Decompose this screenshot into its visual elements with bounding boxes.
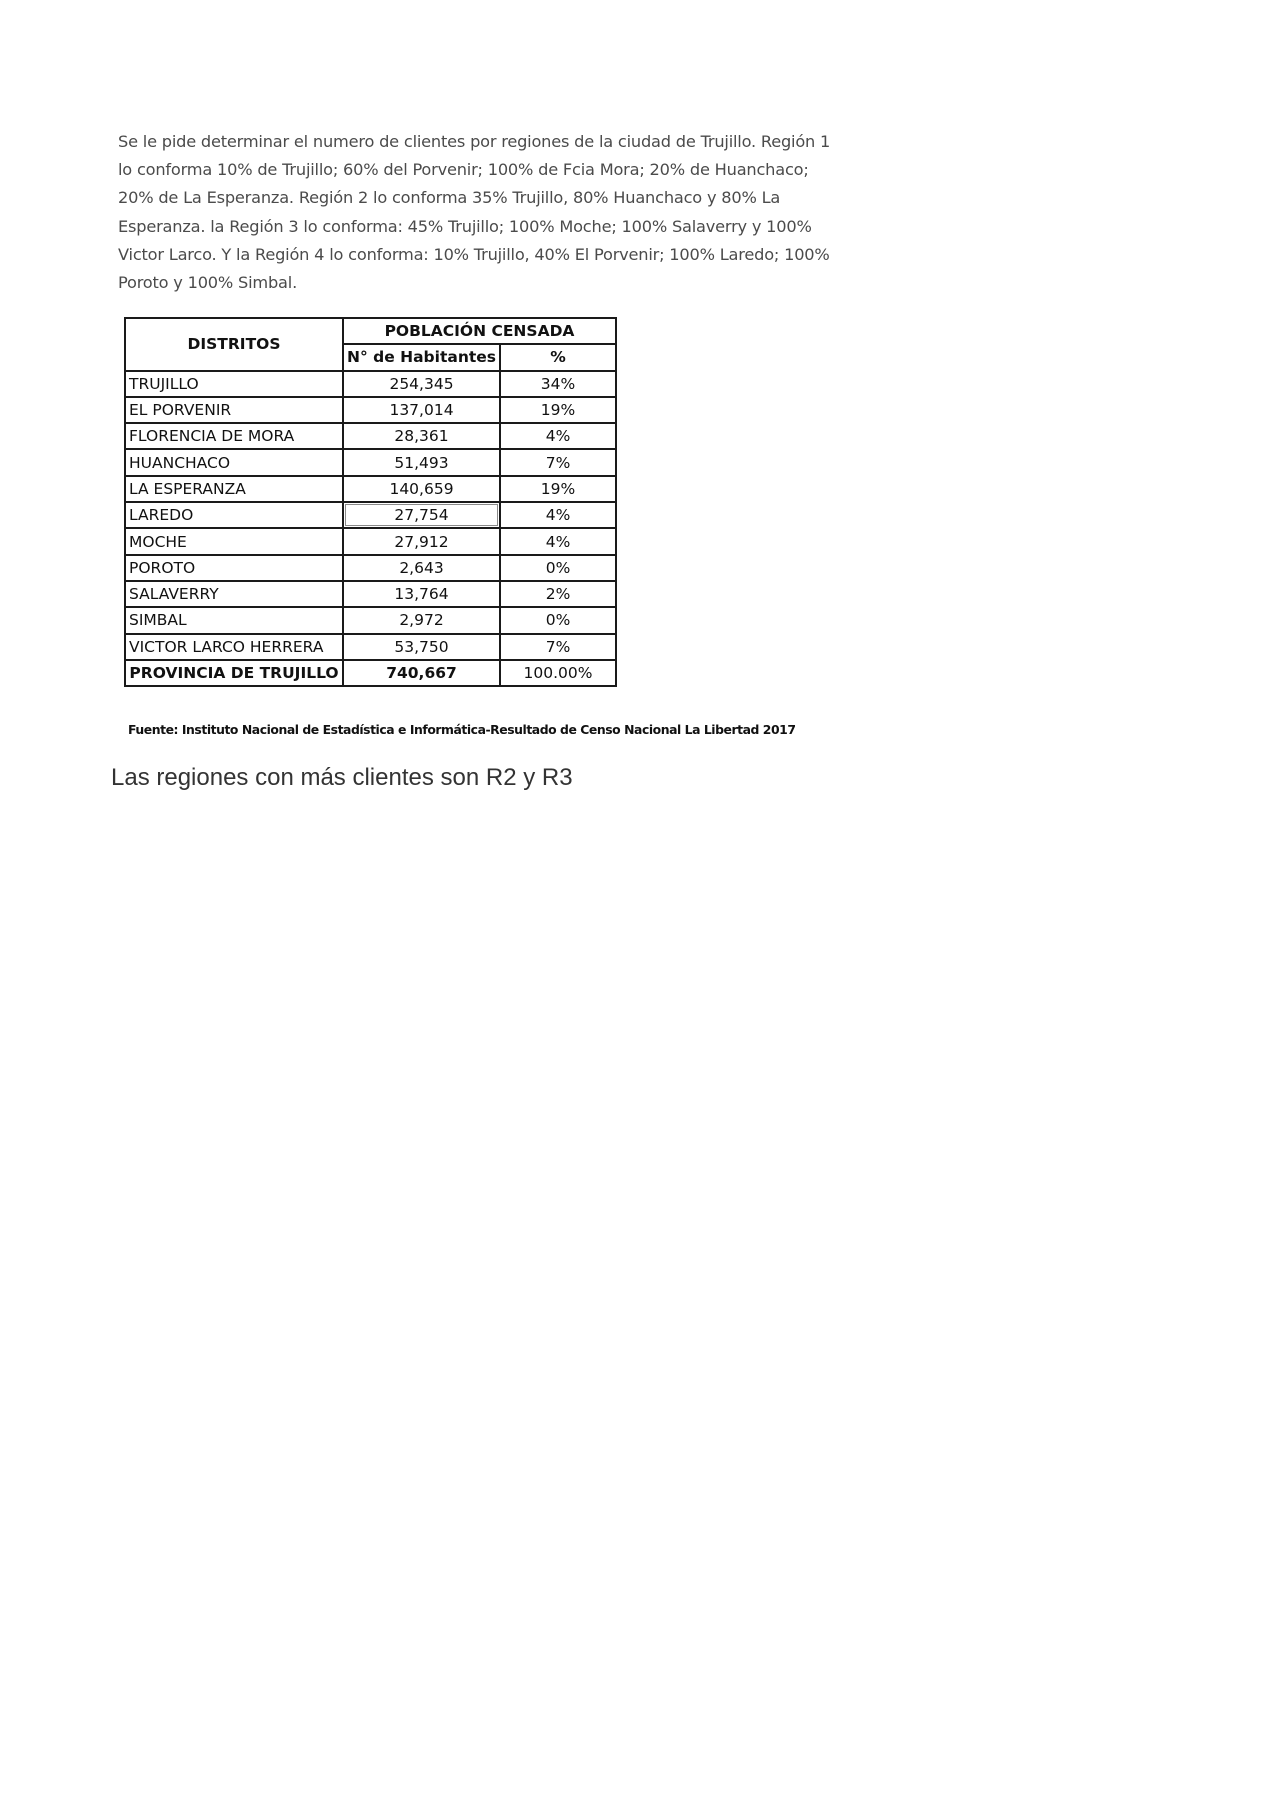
inhabitants-cell: 51,493 xyxy=(343,449,500,475)
inhabitants-cell: 2,643 xyxy=(343,555,500,581)
district-cell: LAREDO xyxy=(125,502,343,528)
district-cell: TRUJILLO xyxy=(125,371,343,397)
problem-statement: Se le pide determinar el numero de clientes por regiones de la ciudad de Trujillo. Región 1 lo conforma 10% de Trujillo; 60% del Porvenir; 100% de Fcia Mora; 20% de Huanchaco; 20% de La Esperanza. Región 2 lo conforma 35% Trujillo, 80% Huanchaco y 80% La Esperanza. la Región 3 lo conforma: 45% Trujillo; 100% Moche; 100% Salaverry y 100% Victor Larco. Y la Región 4 lo conforma: 10% Trujillo, 40% El Porvenir; 100% Laredo; 100% Poroto y 100% Simbal. xyxy=(118,132,831,293)
percent-cell: 4% xyxy=(500,502,616,528)
district-cell: SALAVERRY xyxy=(125,581,343,607)
inhabitants-cell: 28,361 xyxy=(343,423,500,449)
inhabitants-cell: 2,972 xyxy=(343,607,500,633)
inhabitants-cell: 53,750 xyxy=(343,634,500,660)
percent-cell: 0% xyxy=(500,555,616,581)
table-row xyxy=(125,528,616,554)
table-row xyxy=(125,371,616,397)
inhabitants-cell: 137,014 xyxy=(343,397,500,423)
table-row xyxy=(125,397,616,423)
table-row xyxy=(125,634,616,660)
percent-cell: 4% xyxy=(500,528,616,554)
table-row xyxy=(125,449,616,475)
percent-cell: 2% xyxy=(500,581,616,607)
district-cell: VICTOR LARCO HERRERA xyxy=(125,634,343,660)
answer-text: Las regiones con más clientes son R2 y R3 xyxy=(111,764,573,791)
table-row xyxy=(125,607,616,633)
table-row xyxy=(125,581,616,607)
header-districts: DISTRITOS xyxy=(125,318,343,371)
inhabitants-cell: 140,659 xyxy=(343,476,500,502)
district-cell: SIMBAL xyxy=(125,607,343,633)
percent-cell: 7% xyxy=(500,634,616,660)
district-cell: FLORENCIA DE MORA xyxy=(125,423,343,449)
table-row xyxy=(125,502,616,528)
table-row xyxy=(125,423,616,449)
total-inhabitants-cell: 740,667 xyxy=(343,660,500,686)
inhabitants-cell: 254,345 xyxy=(343,371,500,397)
inhabitants-cell: 27,912 xyxy=(343,528,500,554)
inhabitants-cell: 13,764 xyxy=(343,581,500,607)
total-percent-cell: 100.00% xyxy=(500,660,616,686)
table-row xyxy=(125,555,616,581)
header-percent: % xyxy=(500,344,616,370)
inhabitants-cell: 27,754 xyxy=(343,502,500,528)
district-cell: LA ESPERANZA xyxy=(125,476,343,502)
district-cell: MOCHE xyxy=(125,528,343,554)
table-row xyxy=(125,476,616,502)
embedded-problem-image xyxy=(112,128,832,743)
header-population: POBLACIÓN CENSADA xyxy=(343,318,616,344)
percent-cell: 0% xyxy=(500,607,616,633)
header-inhabitants: N° de Habitantes xyxy=(343,344,500,370)
source-note: Fuente: Instituto Nacional de Estadística e Informática-Resultado de Censo Nacional La Libertad 2017 xyxy=(128,722,796,737)
total-row xyxy=(125,660,616,686)
percent-cell: 34% xyxy=(500,371,616,397)
percent-cell: 4% xyxy=(500,423,616,449)
district-cell: EL PORVENIR xyxy=(125,397,343,423)
percent-cell: 7% xyxy=(500,449,616,475)
percent-cell: 19% xyxy=(500,476,616,502)
census-table xyxy=(124,317,617,687)
district-cell: HUANCHACO xyxy=(125,449,343,475)
total-district-cell: PROVINCIA DE TRUJILLO xyxy=(125,660,343,686)
district-cell: POROTO xyxy=(125,555,343,581)
percent-cell: 19% xyxy=(500,397,616,423)
